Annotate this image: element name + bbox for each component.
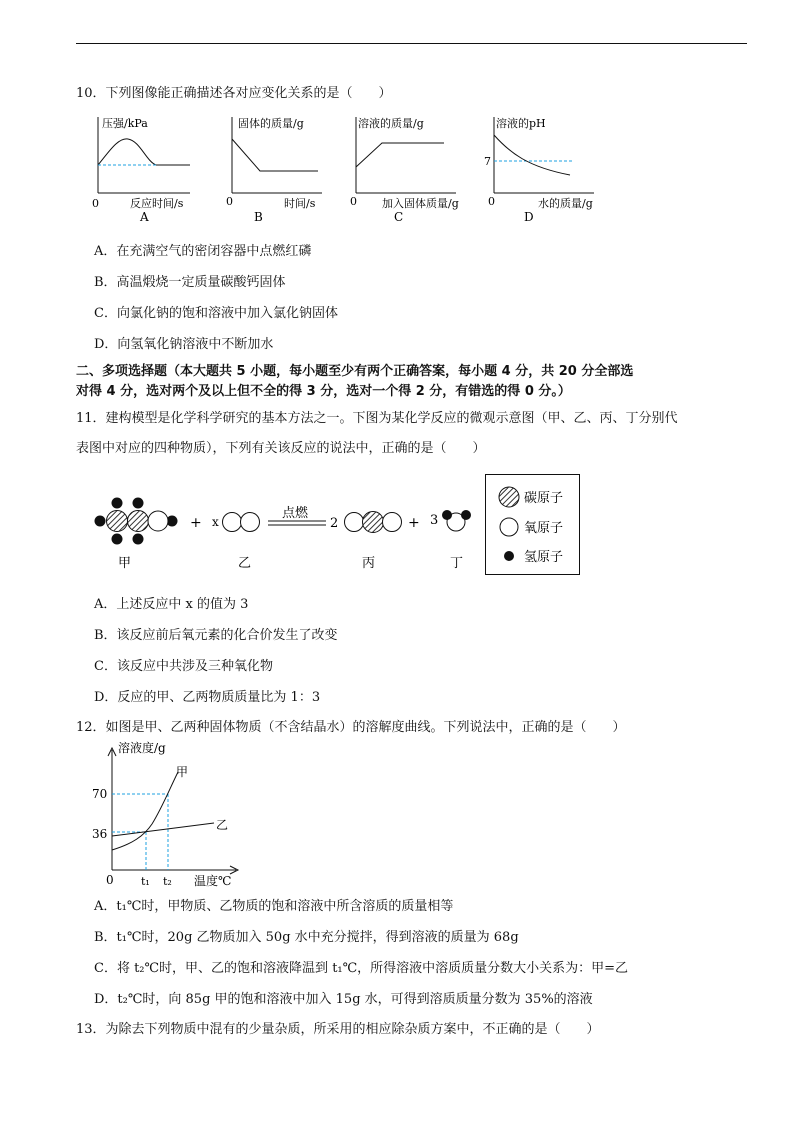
q10-d-mark: 7 [484, 155, 491, 168]
molecule-jia [95, 498, 178, 545]
section2-heading-line1: 二、多项选择题（本大题共 5 小题，每小题至少有两个正确答案，每小题 4 分，共 20 分全部选 [76, 364, 634, 379]
q11-option-d: D．反应的甲、乙两物质质量比为 1：3 [94, 690, 321, 705]
q10-option-c: C．向氯化钠的饱和溶液中加入氯化钠固体 [94, 306, 338, 321]
molecule-ding [442, 510, 471, 531]
q11-option-b: B．该反应前后氧元素的化合价发生了改变 [94, 628, 338, 643]
q11-stem-line2: 表图中对应的四种物质），下列有关该反应的说法中，正确的是（ ） [76, 441, 486, 456]
q12-solubility-graph [86, 738, 246, 890]
q10-option-d: D．向氢氧化钠溶液中不断加水 [94, 337, 274, 352]
q12-xlabel: 温度℃ [194, 874, 232, 888]
q11-atom-legend [485, 474, 580, 575]
q12-option-b: B．t₁℃时，20g 乙物质加入 50g 水中充分搅拌，得到溶液的质量为 68g [94, 930, 519, 945]
q10-b-letter: B [254, 210, 263, 224]
q12-curve-yi: 乙 [216, 818, 229, 832]
q11-label-jia: 甲 [118, 556, 132, 571]
q13-stem: 13．为除去下列物质中混有的少量杂质，所采用的相应除杂质方案中，不正确的是（ ） [76, 1022, 600, 1037]
q12-t1: t₁ [141, 875, 150, 888]
legend-oxygen-atom [500, 518, 518, 536]
q12-option-c: C．将 t₂℃时，甲、乙的饱和溶液降温到 t₁℃，所得溶液中溶质质量分数大小关系为：甲=乙 [94, 961, 629, 976]
q12-stem: 12．如图是甲、乙两种固体物质（不含结晶水）的溶解度曲线。下列说法中，正确的是（ ） [76, 720, 626, 735]
q10-b-origin: 0 [226, 195, 233, 208]
q10-a-xlabel: 反应时间/s [130, 197, 184, 210]
q10-c-origin: 0 [350, 195, 357, 208]
q10-a-origin: 0 [92, 197, 99, 210]
q10-graph-d [482, 113, 606, 225]
q10-d-origin: 0 [488, 195, 495, 208]
legend-hydrogen-atom [504, 551, 514, 561]
legend-carbon-atom [499, 487, 519, 507]
q12-option-a: A．t₁℃时，甲物质、乙物质的饱和溶液中所含溶质的质量相等 [94, 899, 454, 914]
q10-graph-a [88, 113, 200, 225]
q11-coef-ding: 3 [430, 513, 439, 528]
q12-y36: 36 [92, 827, 108, 841]
q10-b-xlabel: 时间/s [284, 197, 316, 210]
legend-hydrogen-label: 氢原子 [524, 550, 564, 565]
q10-option-a: A．在充满空气的密闭容器中点燃红磷 [94, 244, 312, 259]
q11-plus-1: + [190, 515, 202, 531]
molecule-yi [223, 513, 260, 532]
q11-condition: 点燃 [282, 506, 309, 521]
q11-label-yi: 乙 [238, 556, 252, 571]
q10-graph-c [346, 113, 476, 225]
q12-t2: t₂ [163, 875, 172, 888]
q10-a-ylabel: 压强/kPa [102, 117, 148, 130]
q10-a-letter: A [140, 210, 149, 224]
q10-c-xlabel: 加入固体质量/g [382, 197, 459, 210]
legend-carbon-label: 碳原子 [524, 491, 564, 506]
q10-d-ylabel: 溶液的pH [496, 117, 546, 130]
q10-graph-b [222, 113, 334, 225]
q11-reaction-diagram [86, 490, 486, 574]
q10-option-b: B．高温煅烧一定质量碳酸钙固体 [94, 275, 286, 290]
q10-stem: 10．下列图像能正确描述各对应变化关系的是（ ） [76, 86, 392, 101]
q10-c-letter: C [394, 210, 404, 224]
q12-curve-jia: 甲 [176, 765, 189, 779]
q10-c-ylabel: 溶液的质量/g [358, 117, 424, 130]
q12-y70: 70 [92, 787, 108, 801]
q10-b-ylabel: 固体的质量/g [238, 117, 304, 130]
q11-coef-x: x [212, 515, 219, 529]
q10-d-letter: D [524, 210, 534, 224]
q11-label-ding: 丁 [450, 556, 464, 571]
header-rule [76, 43, 747, 44]
q11-coef-bing: 2 [330, 516, 339, 531]
q10-d-xlabel: 水的质量/g [538, 197, 593, 210]
q11-plus-2: + [408, 515, 420, 531]
q11-option-c: C．该反应中共涉及三种氧化物 [94, 659, 273, 674]
section2-heading-line2: 对得 4 分，选对两个及以上但不全的得 3 分，选对一个得 2 分，有错选的得 0 分。） [76, 384, 571, 399]
q11-stem-line1: 11．建构模型是化学科学研究的基本方法之一。下图为某化学反应的微观示意图（甲、乙、丙、丁分别代 [76, 411, 678, 426]
molecule-bing [345, 512, 402, 533]
q12-option-d: D．t₂℃时，向 85g 甲的饱和溶液中加入 15g 水，可得到溶质质量分数为 35%的溶液 [94, 992, 593, 1007]
q12-origin: 0 [106, 873, 114, 887]
legend-oxygen-label: 氧原子 [524, 521, 564, 536]
q11-label-bing: 丙 [362, 556, 376, 571]
q12-ylabel: 溶液度/g [118, 741, 166, 755]
q11-option-a: A．上述反应中 x 的值为 3 [94, 597, 249, 612]
